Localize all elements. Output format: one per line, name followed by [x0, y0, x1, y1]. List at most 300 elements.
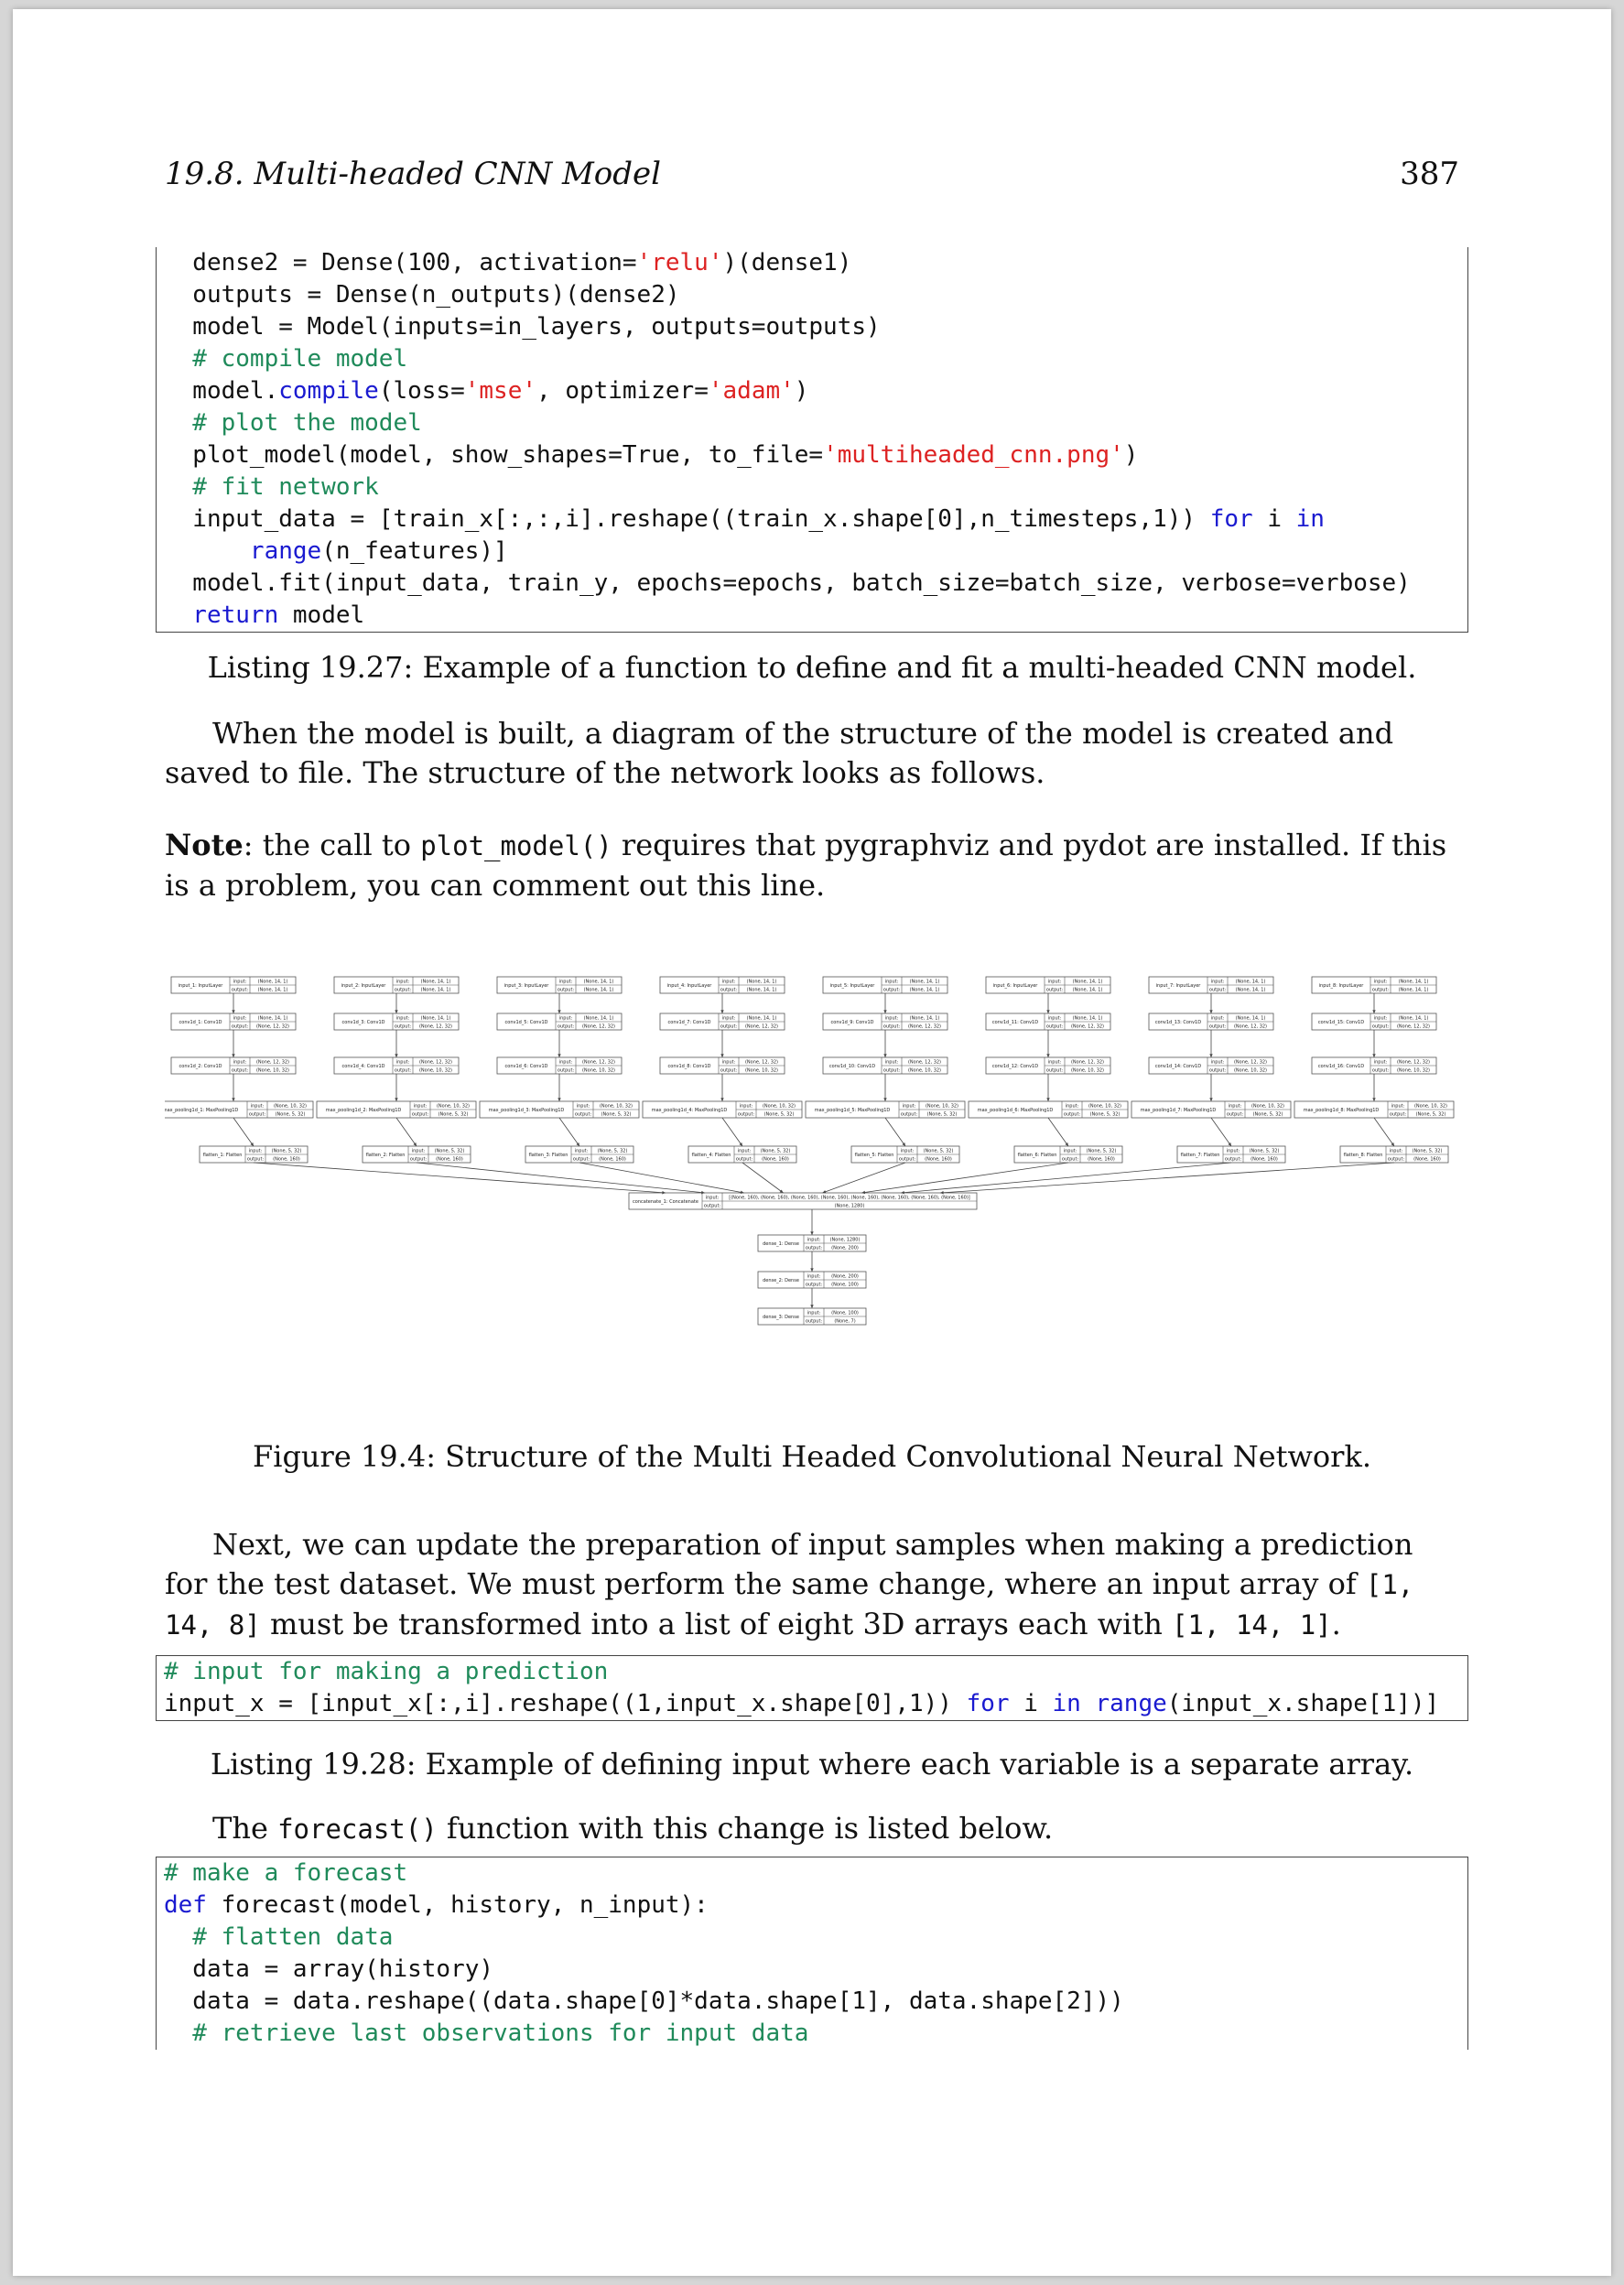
- layer-conv-b-output-shape: (None, 10, 32): [1233, 1067, 1268, 1074]
- layer-pool-input-label: input:: [739, 1103, 753, 1110]
- layer-pool-label: max_pooling1d_4: MaxPooling1D: [651, 1107, 728, 1113]
- arrowhead: [1228, 1142, 1231, 1146]
- layer-input-label: input_3: InputLayer: [503, 982, 549, 989]
- code-listing-forecast: [156, 1857, 1468, 2050]
- code-token: i: [1009, 1690, 1053, 1717]
- layer-conv-b-input-label: input:: [395, 1059, 410, 1066]
- para2-text-1: Next, we can update the preparation of input samples when making a prediction for the test dataset. We must perform the same change, where an input array of: [165, 1527, 1413, 1601]
- code-token: input_x = [input_x[:,i].reshape((1,input_x.shape[0],1)): [164, 1690, 967, 1717]
- layer-flat-input-label: input:: [900, 1148, 915, 1154]
- layer-pool-output-label: output:: [248, 1111, 266, 1118]
- code-line: [157, 1954, 1467, 1986]
- layer-input-input-shape: (None, 14, 1): [1072, 979, 1103, 985]
- code-token: range: [1095, 1690, 1167, 1717]
- layer-pool-input-shape: (None, 10, 32): [1413, 1103, 1448, 1110]
- running-head: [165, 156, 1459, 198]
- layer-conv-a-output-label: output:: [720, 1023, 738, 1030]
- layer-conv-b-label: conv1d_8: Conv1D: [667, 1063, 711, 1069]
- layer-flat-output-label: output:: [1061, 1156, 1079, 1163]
- layer-input-input-label: input:: [1210, 979, 1225, 985]
- arrowhead: [558, 1098, 560, 1101]
- layer-dense-input-label: input:: [807, 1237, 821, 1243]
- edge: [1048, 1118, 1068, 1146]
- layer-conv-b-input-shape: (None, 12, 32): [744, 1059, 779, 1066]
- code-token: data = data.reshape((data.shape[0]*data.shape[1], data.shape[2])): [164, 1987, 1124, 2015]
- layer-pool-input-shape: (None, 10, 32): [1088, 1103, 1122, 1110]
- layer-conv-a-output-label: output:: [394, 1023, 412, 1030]
- layer-pool-input-shape: (None, 10, 32): [925, 1103, 959, 1110]
- arrowhead: [1209, 1098, 1212, 1101]
- code-token: range: [249, 537, 322, 565]
- layer-flat-input-shape: (None, 5, 32): [760, 1148, 791, 1154]
- edge: [1211, 1118, 1231, 1146]
- layer-conv-b-output-label: output:: [882, 1067, 901, 1074]
- layer-flat-output-label: output:: [1224, 1156, 1242, 1163]
- layer-pool-label: max_pooling1d_6: MaxPooling1D: [977, 1107, 1054, 1113]
- layer-conv-b-input-label: input:: [233, 1059, 247, 1066]
- layer-input-label: input_4: InputLayer: [666, 982, 712, 989]
- layer-input-input-label: input:: [395, 979, 410, 985]
- layer-conv-a-output-shape: (None, 12, 32): [1396, 1023, 1431, 1030]
- edge: [1374, 1118, 1394, 1146]
- layer-pool-output-shape: (None, 5, 32): [1415, 1111, 1446, 1118]
- code-token: [1081, 1690, 1096, 1717]
- layer-conv-a-label: conv1d_7: Conv1D: [667, 1019, 711, 1025]
- layer-conv-a-input-shape: (None, 14, 1): [1398, 1015, 1429, 1022]
- layer-conv-b-input-shape: (None, 12, 32): [418, 1059, 453, 1066]
- code-token: , optimizer=: [536, 377, 709, 405]
- arrowhead: [883, 1010, 886, 1013]
- layer-conv-b-output-label: output:: [231, 1067, 249, 1074]
- layer-pool-label: max_pooling1d_1: MaxPooling1D: [165, 1107, 239, 1113]
- arrowhead: [720, 1054, 723, 1057]
- code-token: outputs = Dense(n_outputs)(dense2): [164, 281, 680, 309]
- layer-flat-input-shape: (None, 5, 32): [1086, 1148, 1117, 1154]
- layer-pool-input-label: input:: [576, 1103, 590, 1110]
- layer-flat-input-shape: (None, 5, 32): [434, 1148, 465, 1154]
- layer-input-input-shape: (None, 14, 1): [420, 979, 451, 985]
- arrowhead: [720, 1098, 723, 1101]
- layer-conv-a-output-label: output:: [1045, 1023, 1064, 1030]
- layer-input-output-label: output:: [882, 987, 901, 993]
- code-token: i: [1252, 505, 1296, 533]
- code-line: [157, 407, 1467, 439]
- arrowhead: [395, 1010, 397, 1013]
- layer-pool-input-shape: (None, 10, 32): [1250, 1103, 1285, 1110]
- arrowhead: [250, 1142, 254, 1146]
- layer-flat-label: flatten_6: Flatten: [1017, 1152, 1057, 1158]
- arrowhead: [1372, 1010, 1375, 1013]
- arrowhead: [395, 1054, 397, 1057]
- layer-conv-b-label: conv1d_2: Conv1D: [179, 1063, 222, 1069]
- layer-flat-label: flatten_5: Flatten: [854, 1152, 894, 1158]
- code-token: model.: [164, 377, 279, 405]
- layer-flat-output-shape: (None, 160): [436, 1156, 463, 1163]
- code-token: model = Model(inputs=in_layers, outputs=outputs): [164, 313, 881, 341]
- arrowhead: [883, 1054, 886, 1057]
- layer-conv-a-output-shape: (None, 12, 32): [581, 1023, 616, 1030]
- layer-pool-output-label: output:: [1389, 1111, 1407, 1118]
- layer-conv-a-output-label: output:: [1208, 1023, 1227, 1030]
- code-token: # compile model: [164, 345, 408, 373]
- code-token: forecast(model, history, n_input):: [206, 1891, 709, 1919]
- layer-pool-output-label: output:: [1226, 1111, 1244, 1118]
- layer-conv-a-label: conv1d_3: Conv1D: [341, 1019, 385, 1025]
- layer-flat-input-shape: (None, 5, 32): [271, 1148, 302, 1154]
- layer-conv-b-input-shape: (None, 12, 32): [1070, 1059, 1105, 1066]
- layer-input-input-label: input:: [884, 979, 899, 985]
- model-structure-diagram: [165, 969, 1459, 1381]
- layer-dense-output-label: output:: [805, 1318, 823, 1325]
- layer-conv-b-output-label: output:: [557, 1067, 575, 1074]
- code-token: for: [1209, 505, 1253, 533]
- code-token: (loss=: [378, 377, 465, 405]
- code-token: ): [1123, 441, 1139, 469]
- layer-dense-input-label: input:: [807, 1310, 821, 1316]
- layer-conv-b-input-label: input:: [1210, 1059, 1225, 1066]
- layer-pool-output-shape: (None, 5, 32): [601, 1111, 632, 1118]
- layer-input-input-shape: (None, 14, 1): [257, 979, 288, 985]
- code-token: )(dense1): [722, 249, 852, 276]
- arrowhead: [413, 1142, 417, 1146]
- layer-pool-label: max_pooling1d_7: MaxPooling1D: [1140, 1107, 1217, 1113]
- layer-conv-a-output-label: output:: [231, 1023, 249, 1030]
- layer-pool-input-shape: (None, 10, 32): [436, 1103, 471, 1110]
- layer-flat-output-label: output:: [572, 1156, 590, 1163]
- paragraph-prediction-input: [165, 1525, 1459, 1645]
- arrowhead: [739, 1142, 742, 1146]
- edge: [559, 1118, 579, 1146]
- layer-conv-b-output-shape: (None, 10, 32): [1396, 1067, 1431, 1074]
- layer-flat-output-shape: (None, 160): [599, 1156, 626, 1163]
- layer-pool-output-shape: (None, 5, 32): [926, 1111, 958, 1118]
- layer-conv-b-input-shape: (None, 12, 32): [1396, 1059, 1431, 1066]
- code-line: [157, 568, 1467, 600]
- layer-flat-output-label: output:: [898, 1156, 916, 1163]
- code-token: for: [966, 1690, 1010, 1717]
- listing-caption-19-28: Listing 19.28: Example of defining input where each variable is a separate array.: [210, 1747, 1414, 1781]
- code-token: (n_features)]: [321, 537, 508, 565]
- layer-flat-output-shape: (None, 160): [1413, 1156, 1441, 1163]
- arrowhead: [810, 1231, 813, 1235]
- code-line: [157, 2018, 1467, 2050]
- layer-dense-input-label: input:: [807, 1273, 821, 1280]
- layer-conv-b-label: conv1d_10: Conv1D: [828, 1063, 876, 1069]
- listing-caption-19-27: Listing 19.27: Example of a function to define and fit a multi-headed CNN model.: [207, 650, 1417, 685]
- code-line: [157, 471, 1467, 504]
- note-code: plot_model(): [420, 830, 612, 861]
- arrowhead: [1046, 1010, 1049, 1013]
- layer-pool-output-shape: (None, 5, 32): [1089, 1111, 1121, 1118]
- layer-flat-output-label: output:: [246, 1156, 265, 1163]
- layer-dense-label: dense_1: Dense: [763, 1240, 799, 1247]
- layer-input-output-label: output:: [1208, 987, 1227, 993]
- layer-input-input-label: input:: [233, 979, 247, 985]
- layer-pool-output-label: output:: [411, 1111, 429, 1118]
- layer-flat-label: flatten_7: Flatten: [1180, 1152, 1220, 1158]
- layer-conv-a-input-shape: (None, 14, 1): [746, 1015, 777, 1022]
- code-line: [157, 247, 1467, 279]
- layer-input-label: input_5: InputLayer: [829, 982, 875, 989]
- layer-conv-a-output-label: output:: [882, 1023, 901, 1030]
- layer-conv-a-output-shape: (None, 12, 32): [1070, 1023, 1105, 1030]
- code-token: input_data = [train_x[:,:,i].reshape((train_x.shape[0],n_timesteps,1)): [164, 505, 1210, 533]
- layer-conv-b-input-label: input:: [884, 1059, 899, 1066]
- layer-flat-label: flatten_1: Flatten: [202, 1152, 243, 1158]
- layer-conv-b-input-shape: (None, 12, 32): [1233, 1059, 1268, 1066]
- code-token: 'adam': [708, 377, 795, 405]
- arrowhead: [883, 1098, 886, 1101]
- layer-conv-a-input-shape: (None, 14, 1): [1235, 1015, 1266, 1022]
- layer-dense-input-shape: (None, 100): [831, 1310, 859, 1316]
- layer-conv-a-output-shape: (None, 12, 32): [418, 1023, 453, 1030]
- layer-pool-output-label: output:: [900, 1111, 918, 1118]
- code-line: [157, 1986, 1467, 2018]
- code-token: # flatten data: [164, 1923, 394, 1951]
- layer-conv-a-output-shape: (None, 12, 32): [1233, 1023, 1268, 1030]
- layer-conv-a-input-label: input:: [558, 1015, 573, 1022]
- layer-input-label: input_2: InputLayer: [341, 982, 386, 989]
- figure-caption: Figure 19.4: Structure of the Multi Headed Convolutional Neural Network.: [253, 1439, 1371, 1474]
- edge: [742, 1163, 784, 1193]
- layer-conv-a-input-shape: (None, 14, 1): [420, 1015, 451, 1022]
- layer-conv-b-label: conv1d_16: Conv1D: [1317, 1063, 1365, 1069]
- layer-concatenate-input-shape: [(None, 160), (None, 160), (None, 160), (None, 160), (None, 160), (None, 160), (None, 160), (None, 160)]: [729, 1195, 970, 1201]
- arrowhead: [576, 1142, 579, 1146]
- layer-flat-label: flatten_3: Flatten: [528, 1152, 568, 1158]
- layer-conv-b-output-shape: (None, 10, 32): [581, 1067, 616, 1074]
- code-listing-19-27: [156, 247, 1468, 633]
- arrowhead: [1372, 1054, 1375, 1057]
- layer-input-input-label: input:: [1373, 979, 1388, 985]
- page-number: 387: [1400, 156, 1459, 192]
- layer-input-output-label: output:: [1045, 987, 1064, 993]
- layer-pool-input-label: input:: [413, 1103, 428, 1110]
- layer-conv-b-output-label: output:: [1045, 1067, 1064, 1074]
- code-token: 'multiheaded_cnn.png': [823, 441, 1124, 469]
- layer-conv-a-label: conv1d_11: Conv1D: [991, 1019, 1039, 1025]
- layer-pool-input-shape: (None, 10, 32): [273, 1103, 308, 1110]
- layer-flat-output-shape: (None, 160): [1088, 1156, 1115, 1163]
- layer-input-input-label: input:: [558, 979, 573, 985]
- layer-pool-output-shape: (None, 5, 32): [275, 1111, 306, 1118]
- layer-flat-input-label: input:: [1226, 1148, 1240, 1154]
- layer-flat-label: flatten_8: Flatten: [1343, 1152, 1383, 1158]
- layer-conv-b-output-label: output:: [720, 1067, 738, 1074]
- layer-dense-label: dense_3: Dense: [763, 1314, 799, 1320]
- arrowhead: [1209, 1010, 1212, 1013]
- layer-concatenate-input-label: input:: [705, 1195, 720, 1201]
- para2-code-2: [1, 14, 1]: [1172, 1609, 1332, 1641]
- code-token: compile: [278, 377, 379, 405]
- page: [13, 9, 1611, 2276]
- layer-dense-output-shape: (None, 7): [834, 1318, 856, 1325]
- layer-input-output-label: output:: [231, 987, 249, 993]
- code-token: # retrieve last observations for input data: [164, 2020, 809, 2047]
- layer-conv-b-output-label: output:: [1371, 1067, 1390, 1074]
- layer-flat-input-label: input:: [737, 1148, 752, 1154]
- layer-conv-b-label: conv1d_4: Conv1D: [341, 1063, 385, 1069]
- arrowhead: [558, 1010, 560, 1013]
- layer-flat-label: flatten_2: Flatten: [365, 1152, 406, 1158]
- code-token: 'relu': [636, 249, 723, 276]
- arrowhead: [395, 1098, 397, 1101]
- note-text-after: requires that pygraphviz and pydot are installed. If this is a problem, you can comment out this line.: [165, 828, 1447, 903]
- arrowhead: [1065, 1142, 1068, 1146]
- layer-input-output-label: output:: [557, 987, 575, 993]
- arrowhead: [902, 1142, 905, 1146]
- layer-input-output-shape: (None, 14, 1): [1235, 987, 1266, 993]
- layer-conv-a-input-label: input:: [233, 1015, 247, 1022]
- arrowhead: [232, 1054, 234, 1057]
- layer-pool-output-shape: (None, 5, 32): [1252, 1111, 1283, 1118]
- layer-pool-input-label: input:: [902, 1103, 916, 1110]
- paragraph-model-diagram: [165, 714, 1459, 793]
- layer-input-input-shape: (None, 14, 1): [1398, 979, 1429, 985]
- para2-code-1: [1, 14, 8]: [165, 1569, 1414, 1641]
- code-token: [164, 537, 250, 565]
- layer-input-output-label: output:: [1371, 987, 1390, 993]
- code-token: 'mse': [464, 377, 537, 405]
- layer-conv-a-output-shape: (None, 12, 32): [907, 1023, 942, 1030]
- layer-conv-b-output-label: output:: [394, 1067, 412, 1074]
- para2-text-2: must be transformed into a list of eight 3D arrays each with: [260, 1607, 1173, 1641]
- layer-flat-output-label: output:: [1387, 1156, 1405, 1163]
- arrowhead: [1046, 1054, 1049, 1057]
- layer-input-label: input_8: InputLayer: [1318, 982, 1364, 989]
- layer-conv-b-input-label: input:: [1047, 1059, 1062, 1066]
- layer-dense-output-label: output:: [805, 1245, 823, 1251]
- layer-conv-a-input-shape: (None, 14, 1): [1072, 1015, 1103, 1022]
- layer-input-input-shape: (None, 14, 1): [746, 979, 777, 985]
- code-token: dense2 = Dense(100, activation=: [164, 249, 637, 276]
- layer-conv-a-input-label: input:: [1373, 1015, 1388, 1022]
- layer-dense-input-shape: (None, 200): [831, 1273, 859, 1280]
- layer-concatenate-label: concatenate_1: Concatenate: [633, 1198, 698, 1205]
- edge: [233, 1118, 254, 1146]
- code-token: in: [1295, 505, 1325, 533]
- layer-conv-b-output-shape: (None, 10, 32): [418, 1067, 453, 1074]
- layer-input-input-shape: (None, 14, 1): [909, 979, 940, 985]
- layer-pool-input-label: input:: [250, 1103, 265, 1110]
- layer-conv-a-output-shape: (None, 12, 32): [744, 1023, 779, 1030]
- arrowhead: [1209, 1054, 1212, 1057]
- layer-conv-b-input-label: input:: [1373, 1059, 1388, 1066]
- code-line: [157, 1890, 1467, 1922]
- section-title: 19.8. Multi-headed CNN Model: [165, 156, 662, 192]
- layer-concatenate-output-shape: (None, 1280): [834, 1203, 865, 1209]
- paragraph-forecast: [165, 1809, 1459, 1849]
- layer-dense-output-shape: (None, 200): [831, 1245, 859, 1251]
- layer-conv-b-input-label: input:: [558, 1059, 573, 1066]
- edge: [722, 1118, 742, 1146]
- layer-conv-a-label: conv1d_15: Conv1D: [1317, 1019, 1365, 1025]
- layer-conv-b-input-shape: (None, 12, 32): [255, 1059, 290, 1066]
- paragraph-text: When the model is built, a diagram of the structure of the model is created and saved to file. The structure of the network looks as follows.: [165, 716, 1394, 790]
- code-line: [157, 279, 1467, 311]
- layer-conv-a-label: conv1d_5: Conv1D: [504, 1019, 548, 1025]
- layer-conv-a-input-label: input:: [395, 1015, 410, 1022]
- layer-pool-label: max_pooling1d_3: MaxPooling1D: [488, 1107, 565, 1113]
- layer-flat-output-shape: (None, 160): [273, 1156, 300, 1163]
- layer-flat-input-label: input:: [411, 1148, 426, 1154]
- layer-flat-input-label: input:: [248, 1148, 263, 1154]
- layer-pool-output-label: output:: [737, 1111, 755, 1118]
- para3-text-1: The: [212, 1811, 278, 1846]
- code-token: data = array(history): [164, 1955, 494, 1983]
- code-line: [157, 1922, 1467, 1954]
- layer-conv-a-input-label: input:: [884, 1015, 899, 1022]
- layer-pool-output-shape: (None, 5, 32): [763, 1111, 795, 1118]
- layer-input-output-label: output:: [720, 987, 738, 993]
- code-token: (input_x.shape[1])]: [1166, 1690, 1440, 1717]
- layer-conv-b-label: conv1d_14: Conv1D: [1154, 1063, 1202, 1069]
- code-line: [157, 311, 1467, 343]
- layer-flat-output-shape: (None, 160): [1250, 1156, 1278, 1163]
- code-token: plot_model(model, show_shapes=True, to_file=: [164, 441, 824, 469]
- layer-pool-label: max_pooling1d_2: MaxPooling1D: [325, 1107, 402, 1113]
- code-token: model: [278, 601, 365, 629]
- code-line: [157, 1857, 1467, 1890]
- layer-input-output-shape: (None, 14, 1): [420, 987, 451, 993]
- code-line: [157, 600, 1467, 632]
- model-graph-svg: [165, 969, 1459, 1381]
- layer-flat-output-label: output:: [735, 1156, 753, 1163]
- layer-pool-input-label: input:: [1228, 1103, 1242, 1110]
- layer-conv-b-output-shape: (None, 10, 32): [255, 1067, 290, 1074]
- edge: [396, 1118, 417, 1146]
- arrowhead: [1046, 1098, 1049, 1101]
- layer-conv-a-input-shape: (None, 14, 1): [909, 1015, 940, 1022]
- note-text-before: : the call to: [243, 828, 421, 862]
- layer-pool-output-label: output:: [574, 1111, 592, 1118]
- layer-flat-input-label: input:: [574, 1148, 589, 1154]
- layer-flat-input-shape: (None, 5, 32): [923, 1148, 954, 1154]
- para3-code: forecast(): [277, 1814, 438, 1845]
- code-line: [157, 1688, 1467, 1720]
- layer-conv-a-label: conv1d_1: Conv1D: [179, 1019, 222, 1025]
- layer-conv-a-input-shape: (None, 14, 1): [257, 1015, 288, 1022]
- code-line: [157, 439, 1467, 471]
- layer-input-input-label: input:: [1047, 979, 1062, 985]
- layer-pool-input-shape: (None, 10, 32): [599, 1103, 633, 1110]
- layer-dense-output-label: output:: [805, 1282, 823, 1288]
- layer-flat-output-shape: (None, 160): [762, 1156, 789, 1163]
- layer-conv-b-label: conv1d_6: Conv1D: [504, 1063, 548, 1069]
- layer-pool-label: max_pooling1d_8: MaxPooling1D: [1303, 1107, 1380, 1113]
- layer-flat-label: flatten_4: Flatten: [691, 1152, 731, 1158]
- layer-input-input-shape: (None, 14, 1): [583, 979, 614, 985]
- layer-conv-b-input-shape: (None, 12, 32): [581, 1059, 616, 1066]
- layer-conv-a-input-label: input:: [1210, 1015, 1225, 1022]
- layer-input-output-shape: (None, 14, 1): [909, 987, 940, 993]
- layer-dense-label: dense_2: Dense: [763, 1277, 799, 1283]
- para3-text-2: function with this change is listed below.: [437, 1811, 1054, 1846]
- layer-input-output-label: output:: [394, 987, 412, 993]
- layer-flat-input-shape: (None, 5, 32): [1412, 1148, 1443, 1154]
- layer-flat-input-shape: (None, 5, 32): [597, 1148, 628, 1154]
- layer-pool-output-shape: (None, 5, 32): [438, 1111, 469, 1118]
- edge: [940, 1163, 1394, 1193]
- code-token: # fit network: [164, 473, 379, 501]
- arrowhead: [1391, 1142, 1394, 1146]
- note-paragraph: [165, 826, 1459, 905]
- note-label: Note: [165, 828, 244, 862]
- layer-pool-input-label: input:: [1391, 1103, 1405, 1110]
- layer-conv-b-output-shape: (None, 10, 32): [907, 1067, 942, 1074]
- layer-flat-output-label: output:: [409, 1156, 428, 1163]
- layer-pool-label: max_pooling1d_5: MaxPooling1D: [814, 1107, 891, 1113]
